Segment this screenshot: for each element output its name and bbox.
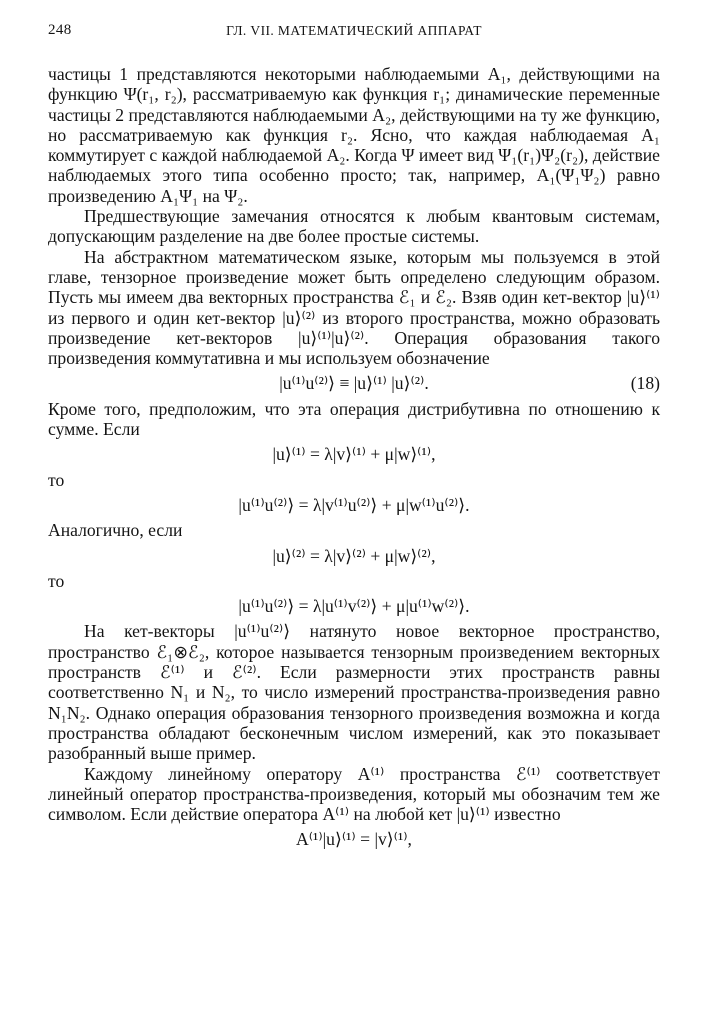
formula-sum-second: |u⟩⁽²⁾ = λ|v⟩⁽²⁾ + μ|w⟩⁽²⁾,: [272, 545, 436, 566]
formula-product-second: |u⁽¹⁾u⁽²⁾⟩ = λ|u⁽¹⁾v⁽²⁾⟩ + μ|u⁽¹⁾w⁽²⁾⟩.: [238, 596, 470, 617]
paragraph-continuation: частицы 1 представляются некоторыми наблюдаемыми A₁, действующими на функцию Ψ(r₁, r₂), рассматриваемую как функция r₁; динамические переменные частицы 2 представляются наблюдаемыми A₂, действующими на ту же функцию, но рассматриваемую как функция r₂. Ясно, что каждая наблюдаемая A₁ коммутирует с каждой наблюдаемой A₂. Когда Ψ имеет вид Ψ₁(r₁)Ψ₂(r₂), действие наблюдаемых этого типа особенно просто; так, например, A₁(Ψ₁Ψ₂) равно произведению A₁Ψ₁ на Ψ₂.: [48, 64, 660, 206]
paragraph-definition: На абстрактном математическом языке, которым мы пользуемся в этой главе, тензорное произведение может быть определено следующим образом. Пусть мы имеем два векторных пространства ℰ₁ и ℰ₂. Взяв один кет-вектор |u⟩⁽¹⁾ из первого и один кет-вектор |u⟩⁽²⁾ из второго пространства, можно образовать произведение кет-векторов |u⟩⁽¹⁾|u⟩⁽²⁾. Операция образования такого произведения коммутативна и мы используем обозначение: [48, 246, 660, 369]
formula-18-body: |u⁽¹⁾u⁽²⁾⟩ ≡ |u⟩⁽¹⁾ |u⟩⁽²⁾.: [279, 373, 429, 394]
word-then-2: то: [48, 570, 65, 591]
formula-operator-action: A⁽¹⁾|u⟩⁽¹⁾ = |v⟩⁽¹⁾,: [296, 829, 412, 850]
word-similarly: Аналогично, если: [48, 520, 183, 541]
running-header: [48, 22, 660, 42]
paragraph-remarks: Предшествующие замечания относятся к любым квантовым системам, допускающим разделение на две более простые системы.: [48, 206, 660, 247]
paragraph-operator: Каждому линейному оператору A⁽¹⁾ пространства ℰ⁽¹⁾ соответствует линейный оператор пространства-произведения, который мы обозначим тем же символом. Если действие оператора A⁽¹⁾ на любой кет |u⟩⁽¹⁾ известно: [48, 763, 660, 825]
word-then-1: то: [48, 469, 65, 490]
chapter-title: ГЛ. VII. МАТЕМАТИЧЕСКИЙ АППАРАТ: [226, 23, 482, 38]
equation-number: (18): [630, 373, 660, 394]
paragraph-distributive: Кроме того, предположим, что эта операция дистрибутивна по отношению к сумме. Если: [48, 398, 660, 440]
formula-product-first: |u⁽¹⁾u⁽²⁾⟩ = λ|v⁽¹⁾u⁽²⁾⟩ + μ|w⁽¹⁾u⁽²⁾⟩.: [238, 494, 470, 515]
page-number: 248: [48, 22, 72, 38]
page-body: [48, 64, 660, 855]
formula-18: [48, 373, 660, 393]
paragraph-tensor-space: На кет-векторы |u⁽¹⁾u⁽²⁾⟩ натянуто новое векторное пространство, пространство ℰ₁⊗ℰ₂, которое называется тензорным произведением векторных пространств ℰ⁽¹⁾ и ℰ⁽²⁾. Если размерности этих пространств равны соответственно N₁ и N₂, то число измерений пространства-произведения равно N₁N₂. Однако операция образования тензорного произведения возможна и когда пространства обладают бесконечным числом измерений, как это показывает разобранный выше пример.: [48, 621, 660, 764]
formula-sum-first: |u⟩⁽¹⁾ = λ|v⟩⁽¹⁾ + μ|w⟩⁽¹⁾,: [272, 444, 436, 465]
